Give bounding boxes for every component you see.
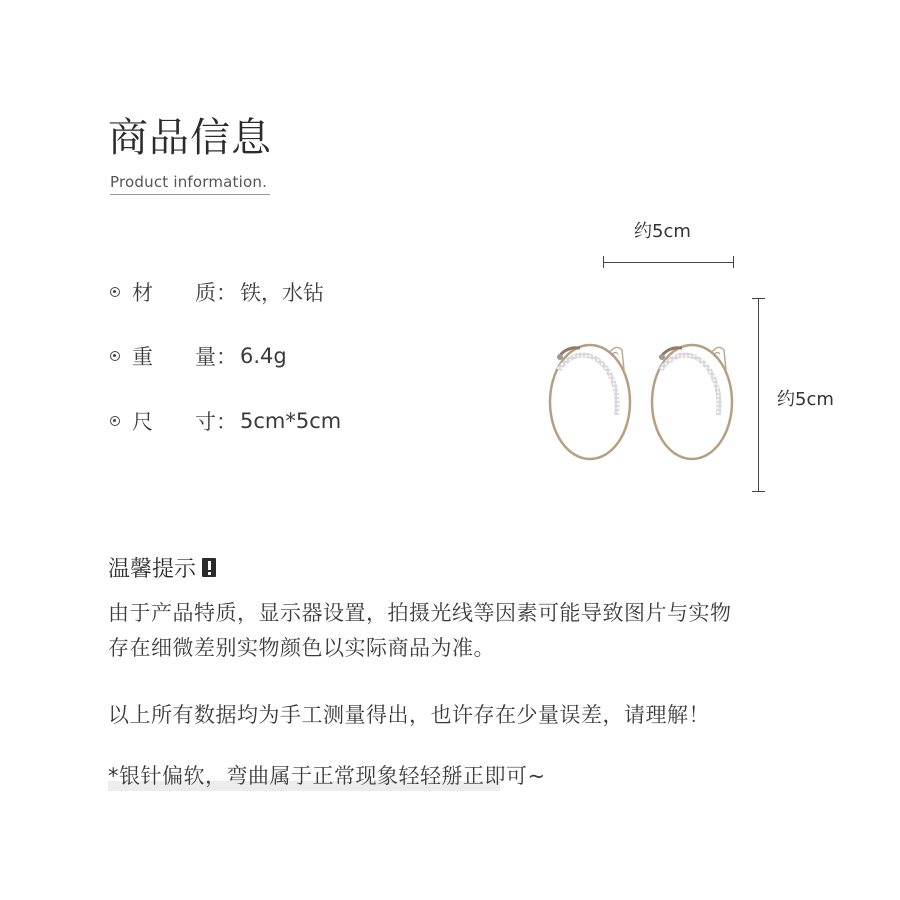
height-dimension-tick	[752, 298, 765, 299]
bullet-icon	[110, 287, 120, 297]
spec-row-size	[110, 406, 341, 436]
tips-paragraph-line: 存在细微差别实物颜色以实际商品为准。	[108, 636, 495, 660]
width-dimension-tick	[603, 256, 604, 268]
height-dimension-tick	[752, 491, 765, 492]
subtitle-underline	[110, 194, 270, 195]
tips-note: *银针偏软，弯曲属于正常现象轻轻掰正即可~	[108, 764, 546, 788]
bullet-icon	[110, 416, 120, 426]
spec-value: 铁，水钻	[240, 281, 324, 305]
spec-value: 6.4g	[240, 344, 287, 368]
width-dimension-tick	[733, 256, 734, 268]
spec-row-material	[110, 277, 324, 307]
width-dimension-label: 约5cm	[634, 221, 691, 242]
width-dimension-line	[603, 262, 734, 263]
exclamation-icon	[202, 558, 216, 577]
spec-label: 材 质：	[132, 281, 237, 305]
page-subtitle: Product information.	[110, 173, 268, 191]
spec-row-weight	[110, 341, 287, 371]
tips-paragraph-measurement: 以上所有数据均为手工测量得出，也许存在少量误差，请理解！	[108, 703, 710, 727]
tips-title	[108, 552, 216, 583]
spec-value: 5cm*5cm	[240, 409, 342, 433]
height-dimension-label: 约5cm	[777, 389, 834, 410]
page-title: 商品信息	[108, 115, 272, 161]
tips-paragraph-line: 由于产品特质，显示器设置，拍摄光线等因素可能导致图片与实物	[108, 601, 732, 625]
left-earring	[549, 345, 630, 459]
spec-label: 重 量：	[132, 345, 237, 369]
right-earring	[651, 345, 732, 459]
hoop-earrings-image	[540, 330, 745, 470]
spec-label: 尺 寸：	[132, 410, 237, 434]
tips-title-text: 温馨提示	[108, 557, 197, 582]
bullet-icon	[110, 351, 120, 361]
height-dimension-line	[758, 298, 759, 491]
